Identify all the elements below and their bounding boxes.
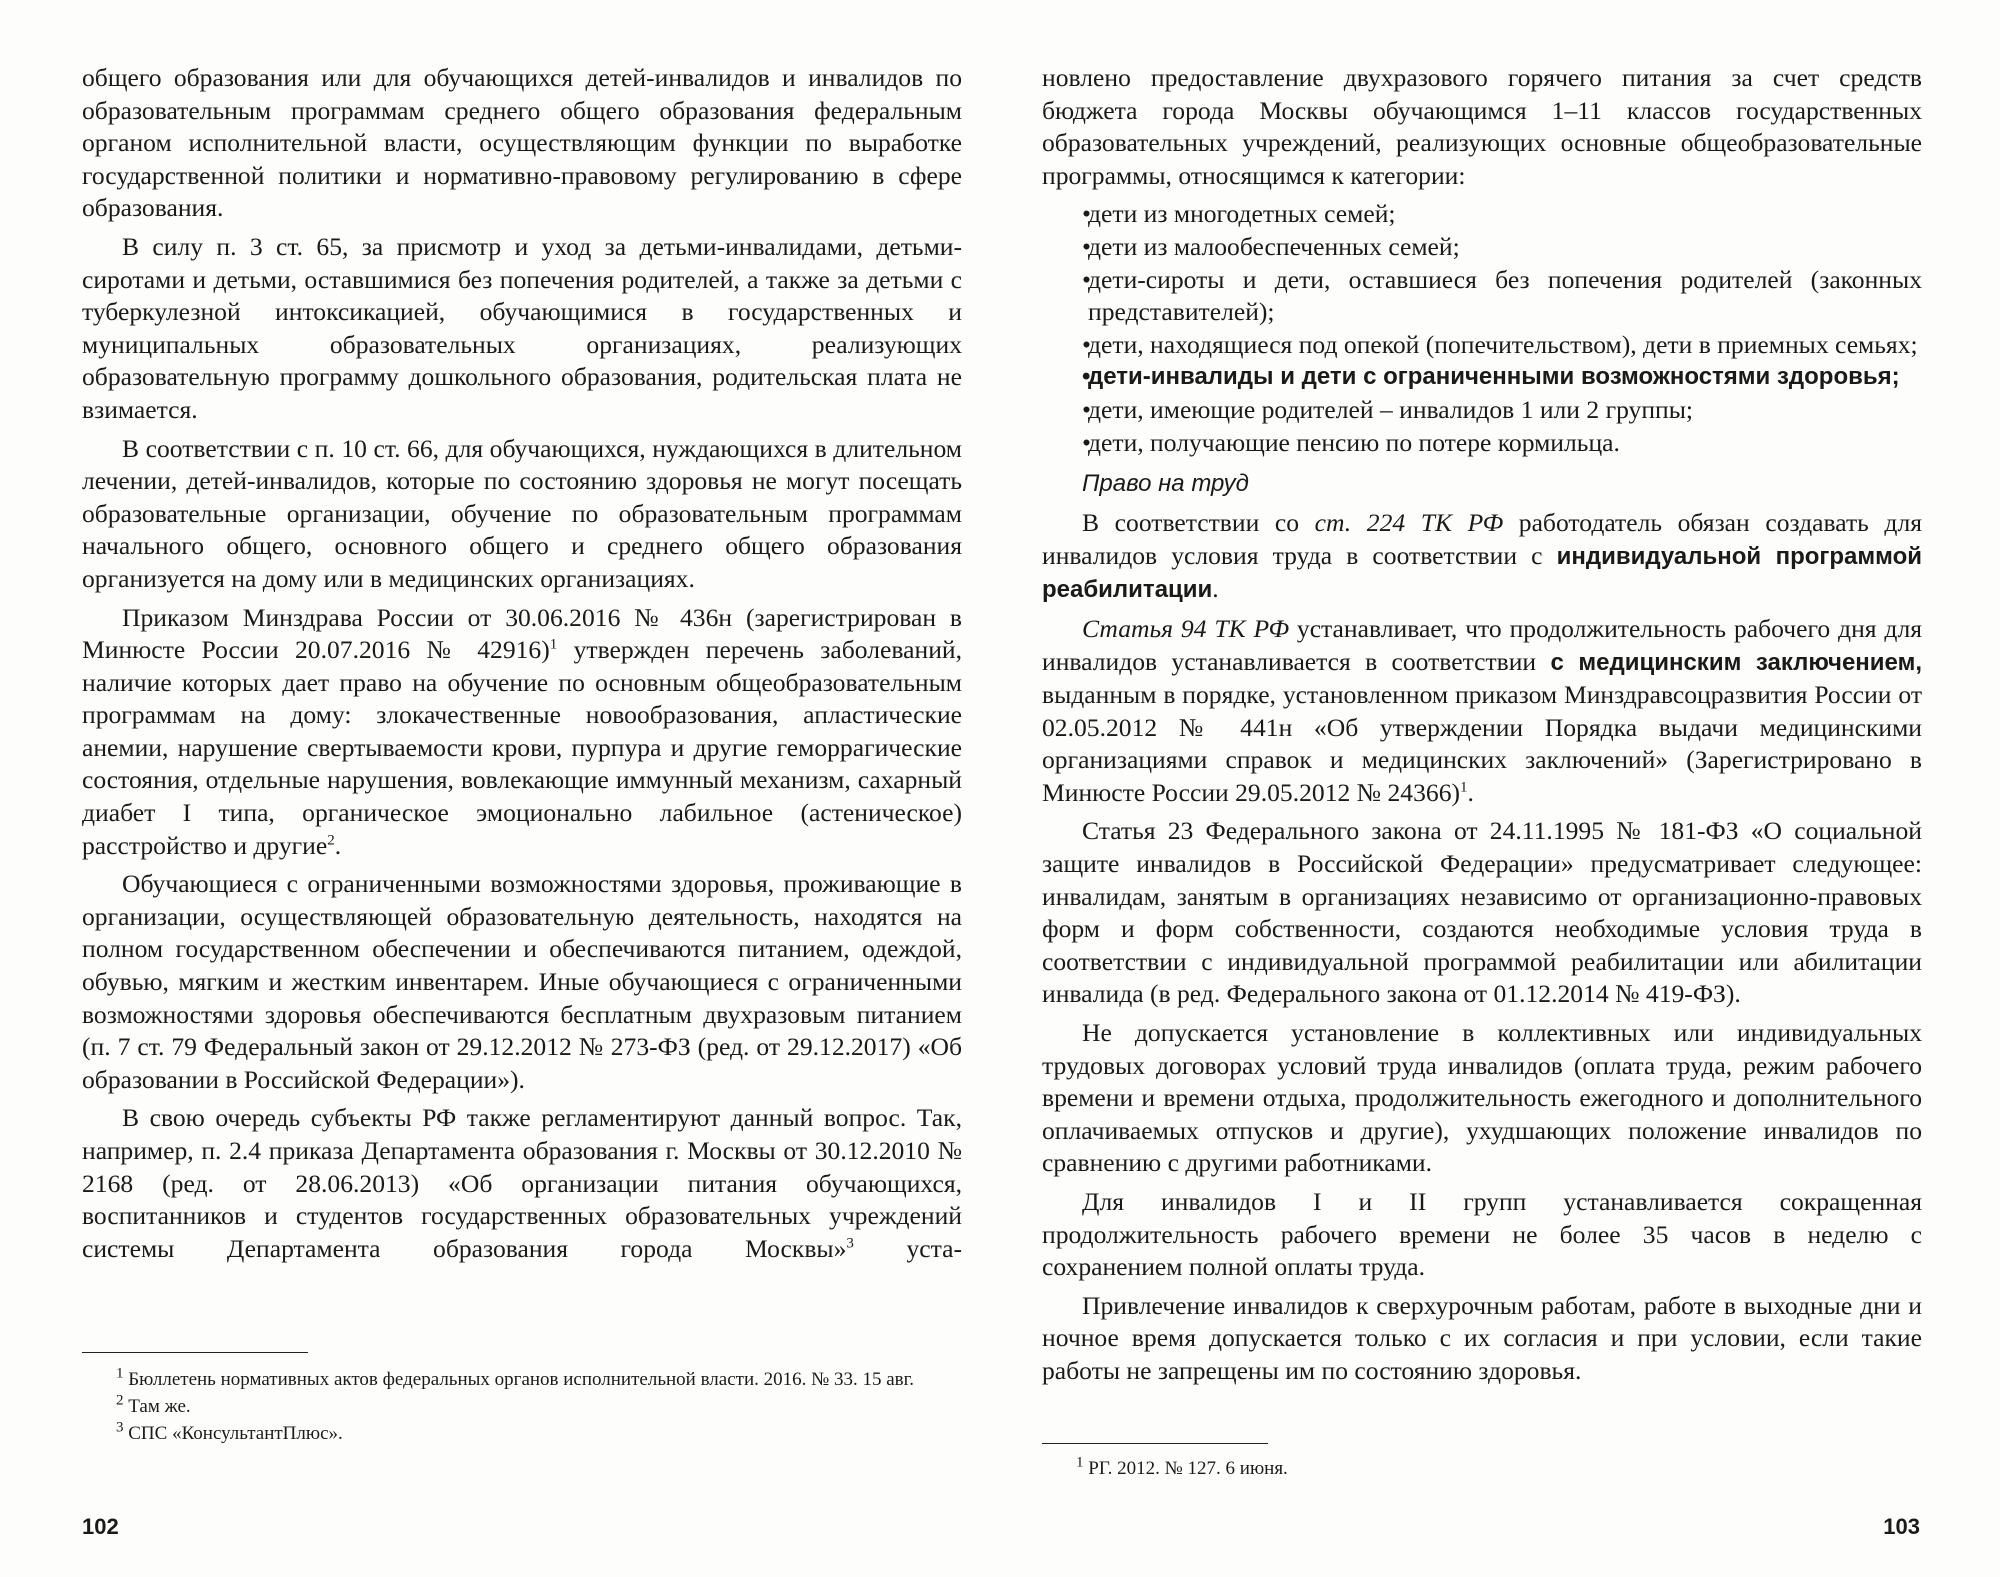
left-page-body: [82, 62, 962, 1271]
paragraph: [1042, 507, 1922, 607]
text-run: выданным в порядке, установленном приказом Минздравсоцразвития России от 02.05.2012 № 441н «Об утверждении Порядка выдачи медицинскими организациями справок и медицинских заключений» (Зарегистрировано в Минюсте России 29.05.2012 № 24366): [1042, 680, 1922, 807]
paragraph: Не допускается установление в коллективных или индивидуальных трудовых договорах условий труда инвалидов (оплата труда, режим рабочего времени и времени отдыха, продолжительность ежегодного и дополнительного оплачиваемых отпусков и другие), ухудшающих положение инвалидов по сравнению с другими работниками.: [1042, 1018, 1922, 1178]
paragraph: В соответствии с п. 10 ст. 66, для обучающихся, нуждающихся в длительном лечении, детей-инвалидов, которые по состоянию здоровья не могут посещать образовательные организации, обучение по образовательным программам начального общего, основного общего и среднего общего образования организуется на дому или в медицинских организациях.: [82, 433, 962, 593]
text-run: В свою очередь субъекты РФ также регламентируют данный вопрос. Так, например, п. 2.4 приказа Департамента образования г. Москвы от 30.12.2010 № 2168 (ред. от 28.06.2013) «Об организации питания обучающихся, воспитанников и студентов государственных образовательных учреждений системы Департамента образования города Москвы»: [82, 1103, 962, 1263]
footnote-text: РГ. 2012. № 127. 6 июня.: [1088, 1458, 1288, 1479]
paragraph: В силу п. 3 ст. 65, за присмотр и уход за детьми-инвалидами, детьми-сиротами и детьми, оставшимися без попечения родителей, а также за детьми с туберкулезной интоксикацией, обучающимися в государственных и муниципальных образовательных организациях, реализующих образовательную программу дошкольного образования, родительская плата не взимается.: [82, 231, 962, 424]
text-run: работодатель обязан создавать для инвалидов условия труда в соответствии с: [1042, 508, 1922, 570]
footnote-rule: [82, 1352, 308, 1353]
footnote: [1042, 1455, 1922, 1482]
footnotes: [1042, 1455, 1922, 1482]
footnote: [82, 1393, 962, 1420]
footnotes: [82, 1366, 962, 1447]
footnote-number: 2: [116, 1392, 124, 1409]
footnote: [82, 1366, 962, 1393]
section-heading: Право на труд: [1082, 470, 1249, 498]
law-reference: ст. 224 ТК РФ: [1314, 508, 1504, 538]
right-page: [1042, 0, 1932, 1577]
paragraph: [82, 602, 962, 863]
list-item: • дети, находящиеся под опекой (попечительством), дети в приемных семьях;: [1042, 329, 1922, 362]
list-item: • дети из малообеспеченных семей;: [1042, 231, 1922, 264]
list-item: • дети-сироты и дети, оставшиеся без попечения родителей (законных представителей);: [1042, 264, 1922, 329]
right-page-body: [1042, 62, 1922, 1394]
page-number: 103: [1883, 1514, 1920, 1539]
footnote-text: СПС «КонсультантПлюс».: [128, 1423, 343, 1444]
page-number: 102: [82, 1514, 119, 1539]
footnote-ref: 2: [327, 832, 335, 849]
emphasis: с медицинским заключением,: [1550, 648, 1922, 676]
text-run: устанавливает, что продолжительность рабочего дня для инвалидов устанавливается в соответствии: [1042, 613, 1922, 676]
footnote-number: 1: [116, 1365, 124, 1382]
footnote-ref: 1: [549, 636, 558, 653]
text-run: .: [1467, 777, 1474, 807]
left-page: [82, 0, 972, 1577]
footnote-ref: 1: [1460, 779, 1468, 796]
list-item: • дети, имеющие родителей – инвалидов 1 или 2 группы;: [1042, 394, 1922, 427]
paragraph: общего образования или для обучающихся детей-инвалидов и инвалидов по образовательным программам среднего общего образования федеральным органом исполнительной власти, осуществляющим функции по выработке государственной политики и нормативно-правовому регулированию в сфере образования.: [82, 63, 962, 223]
text-run: В соответствии со: [1082, 508, 1315, 538]
footnote: [82, 1420, 962, 1447]
text-run: Приказом Минздрава России от 30.06.2016 № 436н (зарегистрирован в Минюсте России 20.07.2016 № 42916): [82, 602, 962, 665]
list-item: • дети из многодетных семей;: [1042, 198, 1922, 231]
text-run: .: [1212, 574, 1219, 604]
paragraph: новлено предоставление двухразового горячего питания за счет средств бюджета города Москвы обучающимся 1–11 классов государственных образовательных учреждений, реализующих основные общеобразовательные программы, относящимся к категории:: [1042, 63, 1922, 190]
paragraph: [1042, 613, 1922, 810]
footnote-ref: 3: [846, 1235, 854, 1252]
text-run: утвержден перечень заболеваний, наличие которых дает право на обучение по основным общеобразовательным программам на дому: злокачественные новообразования, апластические анемии, нарушение свертываемости крови, пурпура и другие геморрагические состояния, отдельные нарушения, вовлекающие иммунный механизм, сахарный диабет I типа, органическое эмоционально лабильное (астеническое) расстройство и другие: [82, 635, 962, 860]
paragraph: Для инвалидов I и II групп устанавливается сокращенная продолжительность рабочего времени не более 35 часов в неделю с сохранением полной оплаты труда.: [1042, 1187, 1922, 1282]
law-reference: Статья 94 ТК РФ: [1082, 613, 1290, 643]
text-run: .: [334, 830, 342, 860]
paragraph: Статья 23 Федерального закона от 24.11.1995 № 181-ФЗ «О социальной защите инвалидов в Российской Федерации» предусматривает следующее: инвалидам, занятым в организациях независимо от организационно-правовых форм и форм собственности, создаются необходимые условия труда в соответствии с индивидуальной программой реабилитации или абилитации инвалида (в ред. Федерального закона от 01.12.2014 № 419-ФЗ).: [1042, 816, 1922, 1009]
text-run: уста-: [906, 1233, 962, 1263]
footnote-number: 1: [1076, 1454, 1084, 1471]
footnote-text: Бюллетень нормативных актов федеральных органов исполнительной власти. 2016. № 33. 15 авг.: [128, 1369, 915, 1390]
paragraph: Привлечение инвалидов к сверхурочным работам, работе в выходные дни и ночное время допускается только с их согласия и при условии, если такие работы не запрещены им по состоянию здоровья.: [1042, 1290, 1922, 1385]
emphasis: индивидуальной программой реабилитации: [1042, 542, 1922, 604]
paragraph: [82, 1102, 962, 1265]
paragraph: Обучающиеся с ограниченными возможностями здоровья, проживающие в организации, осуществляющей образовательную деятельность, находятся на полном государственном обеспечении и обеспечиваются питанием, одеждой, обувью, мягким и жестким инвентарем. Иные обучающиеся с ограниченными возможностями здоровья обеспечиваются бесплатным двухразовым питанием (п. 7 ст. 79 Федеральный закон от 29.12.2012 № 273-ФЗ (ред. от 29.12.2017) «Об образовании в Российской Федерации»).: [82, 869, 962, 1094]
list-item: • дети-инвалиды и дети с ограниченными возможностями здоровья;: [1042, 361, 1922, 394]
footnote-rule: [1042, 1443, 1268, 1444]
footnote-text: Там же.: [128, 1396, 191, 1417]
footnote-number: 3: [116, 1419, 124, 1436]
list-item: • дети, получающие пенсию по потере кормильца.: [1042, 427, 1922, 460]
category-list: [1042, 198, 1922, 459]
